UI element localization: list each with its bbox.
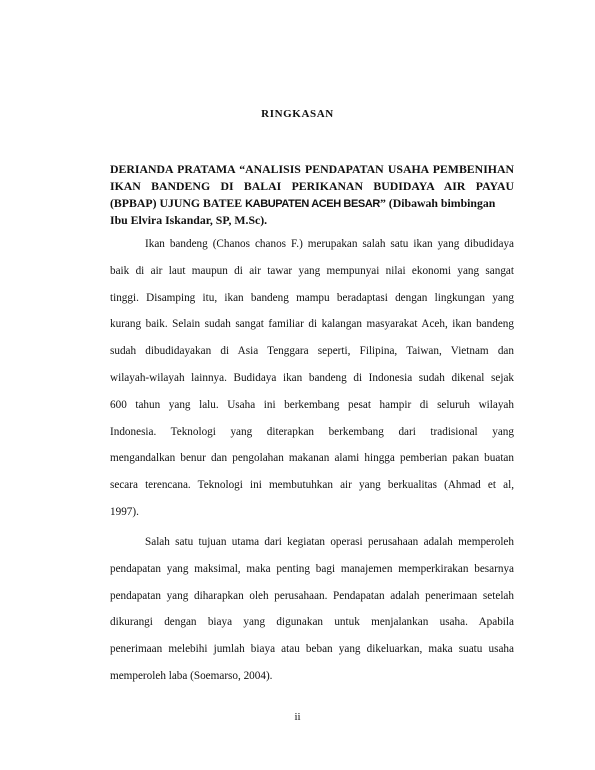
paragraph-1-line: baik di air laut maupun di air tawar yang mempunyai nilai ekonomi yang sangat xyxy=(110,264,514,277)
paragraph-1-line: Indonesia. Teknologi yang diterapkan berkembang dari tradisional yang xyxy=(110,425,514,438)
paragraph-1-line: 600 tahun yang lalu. Usaha ini berkembang pesat hampir di seluruh wilayah xyxy=(110,398,514,411)
abstract-heading-line-3-end: ” (Dibawah bimbingan xyxy=(379,195,496,210)
abstract-heading-location: KABUPATEN ACEH BESAR xyxy=(245,197,380,210)
paragraph-2-line: dikurangi dengan biaya yang digunakan untuk menjalankan usaha. Apabila xyxy=(110,616,514,629)
paragraph-1 xyxy=(110,237,514,532)
abstract-heading-line-1: DERIANDA PRATAMA “ANALISIS PENDAPATAN USAHA PEMBENIHAN xyxy=(110,162,514,176)
paragraph-1-line: wilayah-wilayah lainnya. Budidaya ikan bandeng di Indonesia sudah dikenal sejak xyxy=(110,371,514,384)
paragraph-1-line: secara terencana. Teknologi ini membutuhkan air yang berkualitas (Ahmad et al, xyxy=(110,479,514,492)
paragraph-2-line: Salah satu tujuan utama dari kegiatan operasi perusahaan adalah memperoleh xyxy=(145,536,514,548)
paragraph-2-line: penerimaan melebihi jumlah biaya atau beban yang dikeluarkan, maka suatu usaha xyxy=(110,643,514,656)
page-title: RINGKASAN xyxy=(261,108,334,120)
paragraph-1-line: mengandalkan benur dan pengolahan makanan alami hingga pemberian pakan buatan xyxy=(110,452,514,465)
paragraph-2-line: pendapatan yang diharapkan oleh perusahaan. Pendapatan adalah penerimaan setelah xyxy=(110,589,514,602)
page-number: ii xyxy=(294,711,301,723)
paragraph-1-line: kurang baik. Selain sudah sangat familiar di kalangan masyarakat Aceh, ikan bandeng xyxy=(110,318,514,331)
paragraph-1-line: sudah dibudidayakan di Asia Tenggara seperti, Filipina, Taiwan, Vietnam dan xyxy=(110,345,514,358)
abstract-heading xyxy=(110,161,514,229)
abstract-heading-line-2: IKAN BANDENG DI BALAI PERIKANAN BUDIDAYA AIR PAYAU xyxy=(110,178,514,193)
paragraph-2-line: memperoleh laba (Soemarso, 2004). xyxy=(110,669,273,682)
abstract-heading-line-3 xyxy=(110,195,514,213)
paragraph-2-line: pendapatan yang maksimal, maka penting bagi manajemen memperkirakan besarnya xyxy=(110,562,514,575)
paragraph-2 xyxy=(110,535,514,696)
paragraph-1-line: Ikan bandeng (Chanos chanos F.) merupakan salah satu ikan yang dibudidaya xyxy=(145,238,514,250)
abstract-heading-line-4: Ibu Elvira Iskandar, SP, M.Sc). xyxy=(110,213,268,228)
abstract-heading-line-3-start: (BPBAP) UJUNG BATEE xyxy=(110,195,246,210)
paragraph-1-line: 1997). xyxy=(110,505,139,518)
paragraph-1-line: tinggi. Disamping itu, ikan bandeng mampu beradaptasi dengan lingkungan yang xyxy=(110,291,514,304)
